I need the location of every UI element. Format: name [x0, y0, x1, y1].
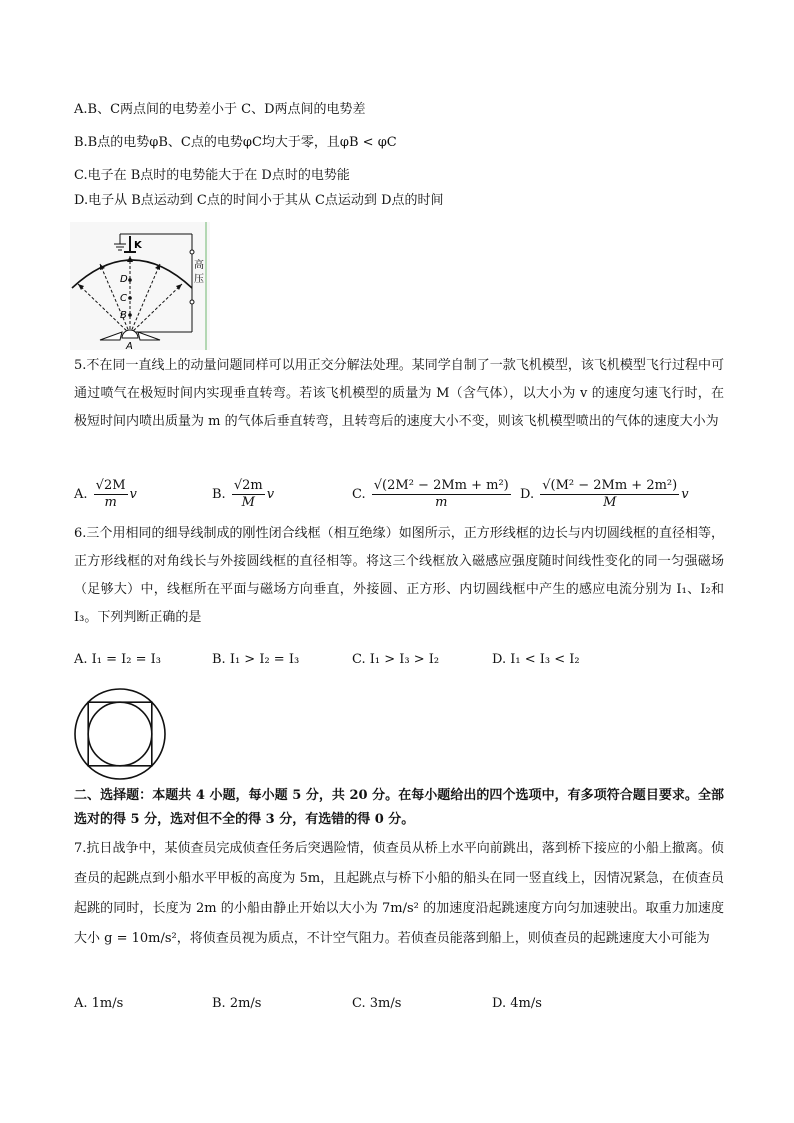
hv-label-1: 高	[194, 260, 204, 271]
q4-option-c: C.电子在 B点时的电势能大于在 D点时的电势能	[74, 168, 350, 183]
q5-option-b: B. $\frac{√2m}{M}$ v	[212, 478, 275, 510]
q7-option-b: B. 2m/s	[212, 996, 262, 1011]
label-b: B	[120, 310, 127, 321]
label-d: D	[120, 274, 128, 285]
q5-option-c: C. $\frac{\text{√(2M² − 2Mm + m²)}}{m}$	[352, 478, 509, 510]
q4-option-b: B.B点的电势φB、C点的电势φC均大于零，且φB < φC	[74, 135, 397, 150]
q4-electron-gun-figure	[70, 222, 210, 350]
q6-option-c: C. I₁ > I₃ > I₂	[352, 652, 440, 667]
q6-stem: 6.三个用相同的细导线制成的刚性闭合线框（相互绝缘）如图所示，正方形线框的边长与内切圆线框的直径相等，正方形线框的对角线长与外接圆线框的直径相等。将这三个线框放入磁感应强度随时间线性变化的同一匀强磁场（足够大）中，线框所在平面与磁场方向垂直，外接圆、正方形、内切圆线框中产生的感应电流分别为 I₁、I₂和 I₃。下列判断正确的是	[74, 526, 724, 625]
q5-option-a: A. $\frac{√2M}{m}$ v	[74, 478, 137, 510]
q6-option-d: D. I₁ < I₃ < I₂	[492, 652, 580, 667]
q7-stem: 7.抗日战争中，某侦查员完成侦查任务后突遇险情，侦查员从桥上水平向前跳出，落到桥下接应的小船上撤离。侦查员的起跳点到小船水平甲板的高度为 5m，且起跳点与桥下小船的船头在同一竖直线上，因情况紧急，在侦查员起跳的同时，长度为 2m 的小船由静止开始以大小为 7m/s² 的加速度沿起跳速度方向匀加速驶出。取重力加速度大小 g = 10m/s²，将侦查员视为质点，不计空气阻力。若侦查员能落到船上，则侦查员的起跳速度大小可能为	[74, 841, 724, 946]
q7-option-d: D. 4m/s	[492, 996, 542, 1011]
hv-label-2: 压	[194, 274, 204, 285]
label-k: K	[134, 240, 142, 251]
q4-option-d: D.电子从 B点运动到 C点的时间小于其从 C点运动到 D点的时间	[74, 193, 444, 208]
q5-option-d: D. $\frac{\text{√(M² − 2Mm + 2m²)}}{M}$ v	[520, 478, 689, 510]
q7-option-c: C. 3m/s	[352, 996, 402, 1011]
label-c: C	[120, 293, 127, 304]
q4-option-a: A.B、C两点间的电势差小于 C、D两点间的电势差	[74, 102, 366, 117]
section-2-heading: 二、选择题：本题共 4 小题，每小题 5 分，共 20 分。在每小题给出的四个选项中，有多项符合题目要求。全部选对的得 5 分，选对但不全的得 3 分，有选错的得 0 分。	[74, 788, 724, 827]
q7-option-a: A. 1m/s	[74, 996, 124, 1011]
q5-stem: 5.不在同一直线上的动量问题同样可以用正交分解法处理。某同学自制了一款飞机模型，该飞机模型飞行过程中可通过喷气在极短时间内实现垂直转弯。若该飞机模型的质量为 M（含气体），以大小为 v 的速度匀速飞行时，在极短时间内喷出质量为 m 的气体后垂直转弯，且转弯后的速度大小不变，则该飞机模型喷出的气体的速度大小为	[74, 358, 724, 429]
q6-circles-square-figure	[72, 686, 168, 782]
q6-option-a: A. I₁ = I₂ = I₃	[74, 652, 162, 667]
q6-option-b: B. I₁ > I₂ = I₃	[212, 652, 300, 667]
label-a: A	[126, 341, 133, 350]
